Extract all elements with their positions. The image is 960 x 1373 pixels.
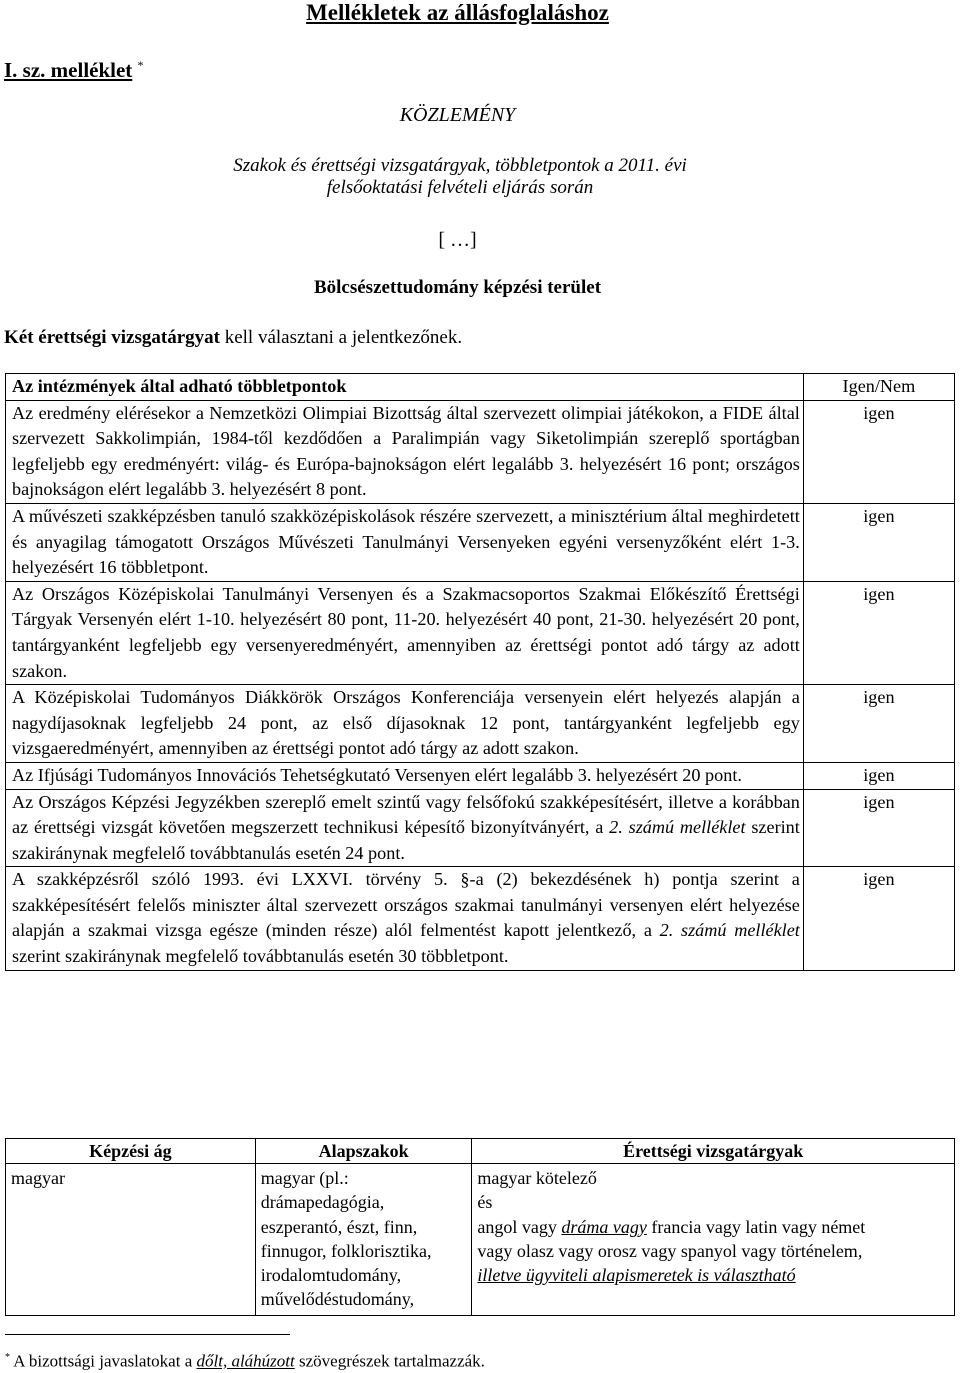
notice-subject-line2: felsőoktatási felvételi eljárás során [326, 177, 594, 198]
text-segment: francia vagy latin vagy német [646, 1216, 866, 1237]
annex-label-text: I. sz. melléklet [4, 58, 133, 82]
table-row [6, 1164, 955, 1316]
footnote-marker: * [5, 1352, 10, 1363]
table-row [6, 867, 955, 970]
table-row [6, 789, 955, 867]
bonus-description [6, 867, 804, 970]
table-row [6, 762, 955, 789]
subject-line: és [477, 1192, 493, 1213]
text-segment: szerint szakiránynak megfelelő továbbtanulás esetén 24 pont. [12, 817, 800, 863]
table-header: Képzési ág [6, 1139, 256, 1164]
bonus-description: A művészeti szakképzésben tanuló szakközépiskolások részére szervezett, a minisztérium által meghirdetett és anyagilag támogatott Országos Művészeti Tanulmányi Versenyeken egyéni versenyzőként elért 1-3. helyezésért 16 többletpont. [6, 503, 804, 581]
bonus-description: Az eredmény elérésekor a Nemzetközi Olimpiai Bizottság által szervezett olimpiai játékokon, a FIDE által szervezett Sakkolimpián, 1984-től kezdődően a Paralimpián vagy Siketolimpián szereplő sportágban legfeljebb egy eredményért: világ- és Európa-bajnokságon elért legalább 3. helyezésért 16 pont; országos bajnokságon elért legalább 3. helyezésért 8 pont. [6, 400, 804, 503]
bonus-description: Az Ifjúsági Tudományos Innovációs Tehetségkutató Versenyen elért legalább 3. helyezésért 20 pont. [6, 762, 804, 789]
footnote-text: A bizottsági javaslatokat a [10, 1351, 197, 1371]
proposed-text: , [857, 1240, 863, 1261]
program-line: művelődéstudomány, [260, 1289, 415, 1310]
proposed-text: illetve ügyviteli alapismeretek is választható [477, 1265, 796, 1286]
text-segment: szerint szakiránynak megfelelő továbbtanulás esetén 30 többletpont. [12, 946, 509, 967]
programs-cell [255, 1164, 472, 1316]
program-line: drámapedagógia, [260, 1192, 385, 1213]
footnote-emphasis: dőlt, aláhúzott [196, 1351, 295, 1371]
instruction-bold: Két érettségi vizsgatárgyat [4, 327, 220, 348]
table-header: Alapszakok [255, 1139, 472, 1164]
table-header: Igen/Nem [803, 374, 954, 401]
page-title: Mellékletek az állásfoglaláshoz [306, 0, 609, 25]
table-header: Az intézmények által adható többletpontok [6, 374, 804, 401]
text-segment: angol vagy [477, 1216, 562, 1237]
subject-line: magyar kötelező [477, 1168, 597, 1189]
notice-subject-line1: Szakok és érettségi vizsgatárgyak, többletpontok a 2011. évi [233, 155, 687, 176]
bonus-value: igen [803, 789, 954, 867]
bonus-value: igen [803, 762, 954, 789]
subjects-cell [472, 1164, 955, 1316]
table-row [6, 581, 955, 684]
text-segment: Az Országos Képzési Jegyzékben szereplő emelt szintű vagy felsőfokú szakképesítésért, illetve a korábban az érettségi vizsgát követően megszerzett technikusi képesítő bizonyítványért, a [12, 791, 800, 838]
bonus-points-table [5, 373, 955, 971]
bonus-value: igen [803, 503, 954, 581]
instruction-text [4, 326, 462, 350]
table-header: Érettségi vizsgatárgyak [472, 1139, 955, 1164]
footnote-divider [5, 1334, 290, 1335]
program-line: eszperantó, észt, finn, [260, 1216, 418, 1237]
bonus-description: A Középiskolai Tudományos Diákkörök Országos Konferenciája versenyein elért helyezés alapján a nagydíjasoknak legfeljebb 24 pont, az első díjasoknak 12 pont, tantárgyanként legfeljebb egy vizsgaeredményért, amennyiben az érettségi pontot adó tárgy az adott szakon. [6, 685, 804, 763]
footnote-text: szövegrészek tartalmazzák. [294, 1351, 485, 1371]
bonus-value: igen [803, 400, 954, 503]
branch-cell: magyar [6, 1164, 256, 1316]
subject-line [477, 1215, 949, 1239]
table-header-row [6, 1139, 955, 1164]
annex-label [4, 52, 144, 83]
proposed-text: dráma vagy [561, 1216, 647, 1237]
degree-programs-table [5, 1138, 955, 1316]
program-line: finnugor, folklorisztika, [260, 1240, 432, 1261]
program-line: magyar (pl.: [260, 1168, 349, 1189]
table-row [6, 685, 955, 763]
subject-line [477, 1239, 949, 1263]
omission-marker: [ …] [438, 229, 477, 251]
footnote [5, 1347, 485, 1373]
subject-line [477, 1263, 949, 1287]
text-segment: A szakképzésről szóló 1993. évi LXXVI. törvény 5. §-a (2) bekezdésének h) pontja szerint a szakképesítésért felelős miniszter által szervezett országos szakmai tanulmányi versenyen elért helyezése alapján a szakmai vizsga egésze (minden része) alól felmentést kapott jelentkező, a [12, 869, 800, 941]
bonus-description [6, 789, 804, 867]
annex-reference: 2. számú melléklet [659, 920, 800, 941]
table-row [6, 503, 955, 581]
bonus-description: Az Országos Középiskolai Tanulmányi Versenyen és a Szakmacsoportos Szakmai Előkészítő Érettségi Tárgyak Versenyén elért 1-10. helyezésért 80 pont, 11-20. helyezésért 40 pont, 21-30. helyezésért 20 pont, tantárgyanként legfeljebb egy versenyeredményért, amennyiben az érettségi pontot adó tárgy az adott szakon. [6, 581, 804, 684]
bonus-value: igen [803, 685, 954, 763]
instruction-rest: kell választani a jelentkezőnek. [219, 327, 463, 348]
bonus-value: igen [803, 581, 954, 684]
annex-footnote-marker: * [137, 58, 144, 72]
notice-heading: KÖZLEMÉNY [399, 104, 516, 126]
field-heading: Bölcsészettudomány képzési terület [313, 277, 602, 298]
table-header-row [6, 374, 955, 401]
bonus-value: igen [803, 867, 954, 970]
program-line: irodalomtudomány, [260, 1265, 402, 1286]
text-segment: vagy olasz vagy orosz vagy spanyol vagy történelem [477, 1240, 858, 1261]
annex-reference: 2. számú melléklet [609, 817, 746, 838]
table-row [6, 400, 955, 503]
